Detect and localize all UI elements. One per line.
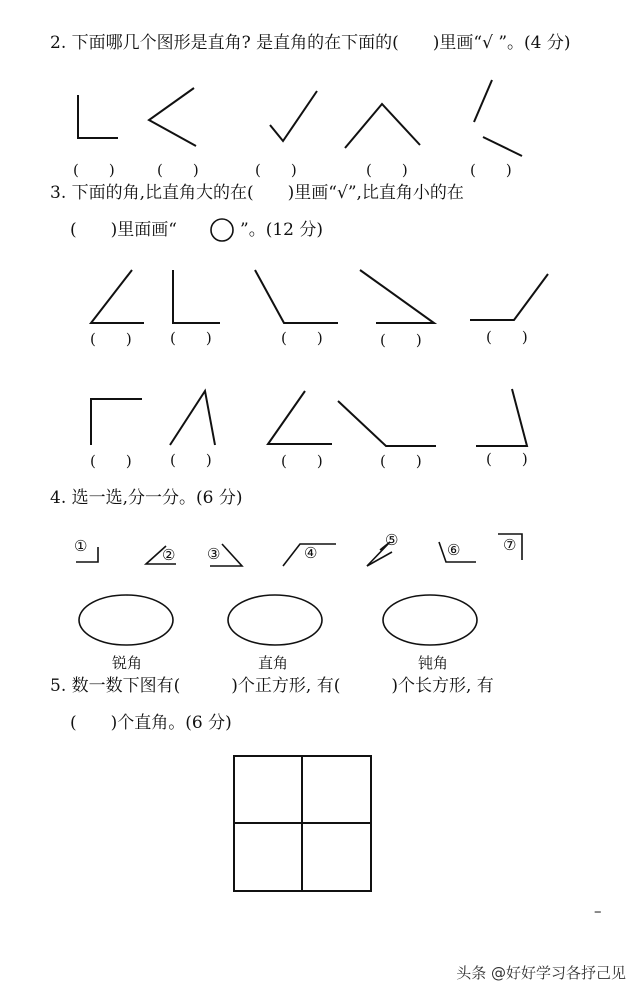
- q2-answer-paren-4[interactable]: ( ): [366, 161, 408, 179]
- q4-angle-number-4: ④: [304, 544, 318, 562]
- q3-line2-b: ”。(12 分): [240, 220, 323, 240]
- q4-angle-number-2: ②: [162, 546, 176, 564]
- q3-answer-paren-5[interactable]: ( ): [486, 328, 528, 346]
- q4-angle-number-1: ①: [74, 537, 88, 555]
- q4-label-obtuse: 钝角: [418, 654, 449, 672]
- q5-line2: ( )个直角。(6 分): [70, 713, 232, 733]
- q3-answer-paren-4[interactable]: ( ): [380, 331, 422, 349]
- q2-answer-paren-2[interactable]: ( ): [157, 161, 199, 179]
- q3-line1: 3. 下面的角,比直角大的在( )里画“√”,比直角小的在: [50, 183, 464, 203]
- q2-text: 2. 下面哪几个图形是直角? 是直角的在下面的( )里画“√ ”。(4 分): [50, 33, 571, 53]
- q4-label-right: 直角: [258, 654, 289, 672]
- q2-answer-paren-1[interactable]: ( ): [73, 161, 115, 179]
- q3-answer-paren-1[interactable]: ( ): [90, 330, 132, 348]
- q2-answer-paren-3[interactable]: ( ): [255, 161, 297, 179]
- q3-answer-paren-7[interactable]: ( ): [170, 451, 212, 469]
- q4-angle-number-3: ③: [207, 545, 221, 563]
- q4-text: 4. 选一选,分一分。(6 分): [50, 488, 243, 508]
- q4-angle-number-7: ⑦: [503, 536, 517, 554]
- q5-line1: 5. 数一数下图有( )个正方形, 有( )个长方形, 有: [50, 676, 494, 696]
- q3-answer-paren-2[interactable]: ( ): [170, 329, 212, 347]
- q4-angle-number-6: ⑥: [447, 541, 461, 559]
- q2-answer-paren-5[interactable]: ( ): [470, 161, 512, 179]
- q3-answer-paren-10[interactable]: ( ): [486, 450, 528, 468]
- q3-answer-paren-6[interactable]: ( ): [90, 452, 132, 470]
- q3-line2-a: ( )里面画“: [70, 220, 177, 240]
- q4-label-acute: 锐角: [112, 654, 143, 672]
- q3-answer-paren-9[interactable]: ( ): [380, 452, 422, 470]
- page-dash-mark: –: [594, 902, 602, 920]
- q3-answer-paren-8[interactable]: ( ): [281, 452, 323, 470]
- footer-watermark: 头条 @好好学习各抒己见: [456, 964, 626, 982]
- q3-answer-paren-3[interactable]: ( ): [281, 329, 323, 347]
- q4-angle-number-5: ⑤: [385, 531, 399, 549]
